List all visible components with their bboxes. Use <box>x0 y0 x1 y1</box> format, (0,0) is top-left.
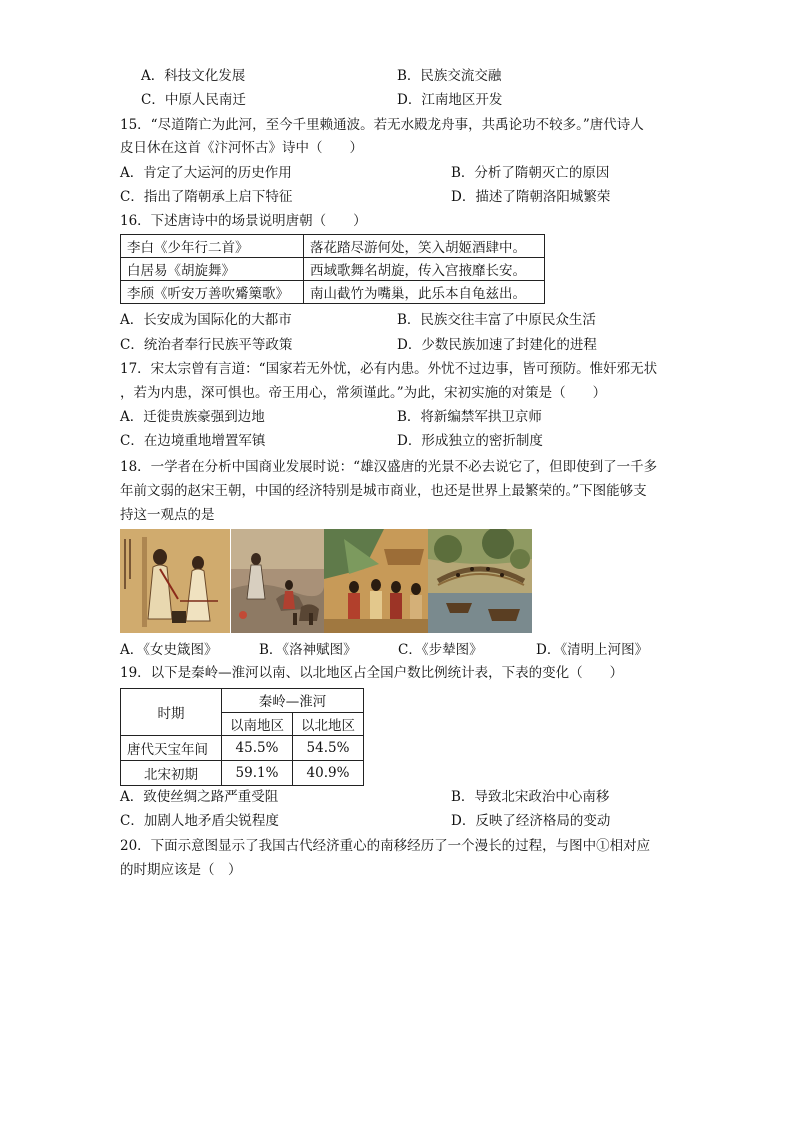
q18-option-b[interactable]: B．《洛神赋图》 <box>259 642 357 658</box>
bunian-painting <box>324 529 428 633</box>
q17-option-b[interactable]: B．将新编禁军拱卫京师 <box>397 409 542 425</box>
q14-option-d[interactable]: D．江南地区开发 <box>397 92 503 108</box>
q16-option-c[interactable]: C．统治者奉行民族平等政策 <box>120 337 293 353</box>
q20-stem-line1: 20．下面示意图显示了我国古代经济重心的南移经历了一个漫长的过程，与图中①相对应 <box>120 838 651 854</box>
q16-stem: 16．下述唐诗中的场景说明唐朝（ ） <box>120 213 367 229</box>
q18-option-a[interactable]: A．《女史箴图》 <box>120 642 218 658</box>
q17-option-a[interactable]: A．迁徙贵族豪强到边地 <box>120 409 265 425</box>
table-row <box>121 235 545 258</box>
q15-stem-line1: 15．“尽道隋亡为此河，至今千里赖通波。若无水殿龙舟事，共禹论功不较多。”唐代诗人 <box>120 117 644 133</box>
q18-option-d[interactable]: D．《清明上河图》 <box>536 642 649 658</box>
q18-stem-line3: 持这一观点的是 <box>120 507 215 523</box>
poem-line: 西域歌舞名胡旋，传入宫掖靡长安。 <box>304 258 545 281</box>
q19-option-d[interactable]: D．反映了经济格局的变动 <box>451 813 611 829</box>
q15-option-d[interactable]: D．描述了隋朝洛阳城繁荣 <box>451 189 611 205</box>
q18-stem-line1: 18．一学者在分析中国商业发展时说：“雄汉盛唐的光景不必去说它了，但即使到了一千多 <box>120 459 658 475</box>
q17-option-c[interactable]: C．在边境重地增置军镇 <box>120 433 266 449</box>
q19-household-table <box>120 688 364 786</box>
table-row <box>121 689 364 713</box>
poem-source: 李颀《听安万善吹觱篥歌》 <box>121 281 304 304</box>
poem-source: 李白《少年行二首》 <box>121 235 304 258</box>
q18-stem-line2: 年前文弱的赵宋王朝，中国的经济特别是城市商业，也还是世界上最繁荣的。”下图能够支 <box>120 483 647 499</box>
q17-stem-line2: ，若为内患，深可惧也。帝王用心，常须谨此。”为此，宋初实施的对策是（ ） <box>120 385 607 401</box>
table-row <box>121 281 545 304</box>
table-row <box>121 761 364 786</box>
period-cell: 唐代天宝年间 <box>121 736 222 761</box>
q20-stem-line2: 的时期应该是（ ） <box>120 862 242 878</box>
north-cell: 54.5% <box>293 736 364 761</box>
south-cell: 45.5% <box>222 736 293 761</box>
poem-line: 落花踏尽游何处，笑入胡姬酒肆中。 <box>304 235 545 258</box>
col-north-header: 以北地区 <box>293 712 364 736</box>
q16-poem-table <box>120 234 545 304</box>
qingming-painting <box>428 529 532 633</box>
q15-stem-line2: 皮日休在这首《汴河怀古》诗中（ ） <box>120 140 363 156</box>
q14-option-a[interactable]: A．科技文化发展 <box>141 68 246 84</box>
q16-option-b[interactable]: B．民族交往丰富了中原民众生活 <box>397 312 596 328</box>
q15-option-c[interactable]: C．指出了隋朝承上启下特征 <box>120 189 293 205</box>
q17-option-d[interactable]: D．形成独立的密折制度 <box>397 433 543 449</box>
q19-option-a[interactable]: A．致使丝绸之路严重受阻 <box>120 789 279 805</box>
q14-option-b[interactable]: B．民族交流交融 <box>397 68 502 84</box>
q14-option-c[interactable]: C．中原人民南迁 <box>141 92 246 108</box>
poem-source: 白居易《胡旋舞》 <box>121 258 304 281</box>
period-header: 时期 <box>121 689 222 736</box>
q16-option-d[interactable]: D．少数民族加速了封建化的进程 <box>397 337 597 353</box>
q17-stem-line1: 17．宋太宗曾有言道：“国家若无外忧，必有内患。外忧不过边事，皆可预防。惟奸邪无状 <box>120 361 658 377</box>
group-header: 秦岭—淮河 <box>222 689 364 713</box>
q16-option-a[interactable]: A．长安成为国际化的大都市 <box>120 312 292 328</box>
q19-option-b[interactable]: B．导致北宋政治中心南移 <box>451 789 610 805</box>
table-row <box>121 258 545 281</box>
q19-option-c[interactable]: C．加剧人地矛盾尖锐程度 <box>120 813 279 829</box>
period-cell: 北宋初期 <box>121 761 222 786</box>
q15-option-a[interactable]: A．肯定了大运河的历史作用 <box>120 165 292 181</box>
col-south-header: 以南地区 <box>222 712 293 736</box>
poem-line: 南山截竹为嘴巢，此乐本自龟兹出。 <box>304 281 545 304</box>
south-cell: 59.1% <box>222 761 293 786</box>
q15-option-b[interactable]: B．分析了隋朝灭亡的原因 <box>451 165 610 181</box>
q18-option-c[interactable]: C．《步辇图》 <box>398 642 483 658</box>
q19-stem: 19．以下是秦岭—淮河以南、以北地区占全国户数比例统计表，下表的变化（ ） <box>120 665 624 681</box>
north-cell: 40.9% <box>293 761 364 786</box>
luoshen-painting <box>231 529 324 633</box>
table-row <box>121 736 364 761</box>
nushizhen-painting <box>120 529 230 633</box>
